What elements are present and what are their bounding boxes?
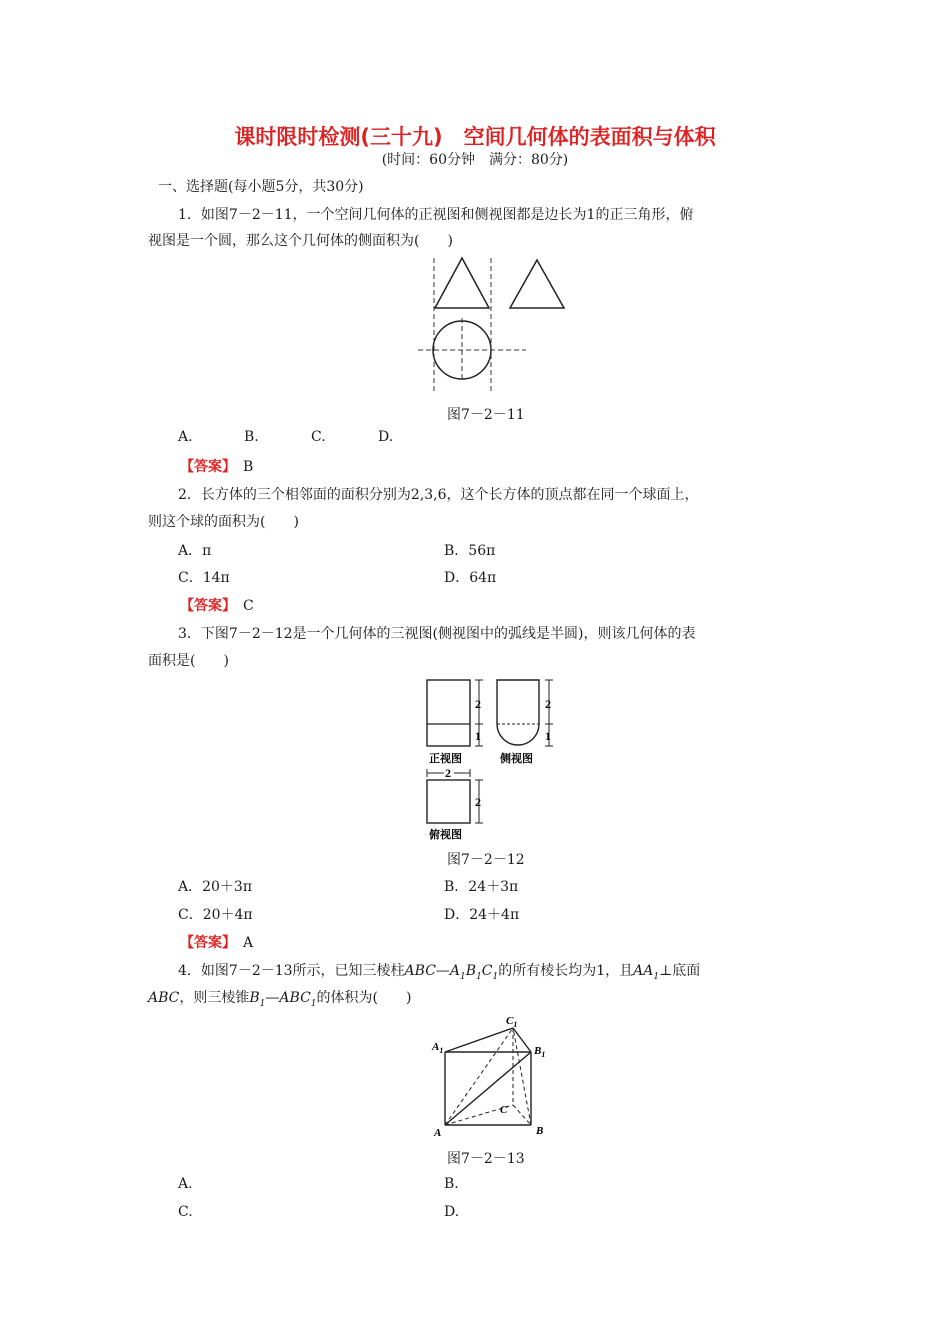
q4-figure-caption: 图7－2－13 [447,1151,525,1167]
q2-answer-value: C [243,598,254,614]
q1-option-a: A. [178,429,193,445]
q3-text-line1: 3．下图7－2－12是一个几何体的三视图(侧视图中的弧线是半圆)，则该几何体的表 [178,626,696,642]
front-view-triangle [435,258,489,308]
q4-text-line2: ABC，则三棱锥$B_1—ABC_1$的体积为( ) [148,990,412,1009]
side-dim-1: 1 [545,729,551,743]
side-view-label: 侧视图 [500,753,533,765]
q3-figure-caption: 图7－2－12 [447,852,525,868]
label-a1: $A_1$ [432,1041,444,1055]
section-heading: 一、选择题(每小题5分，共30分) [158,179,364,195]
q3-text-line2: 面积是( ) [148,653,229,669]
q4-option-c: C. [178,1204,193,1220]
top-side-dim-2: 2 [475,795,481,809]
front-view-label: 正视图 [429,753,462,765]
front-view-rect [427,680,470,746]
q1-option-d: D. [378,429,394,445]
top-dim-2: 2 [445,766,451,780]
q1-figure-caption: 图7－2－11 [447,407,525,423]
q4-option-b: B. [444,1176,459,1192]
answer-tag: 【答案】 [180,598,229,614]
front-dim-1: 1 [475,729,481,743]
q2-option-b: B．56π [444,543,496,559]
answer-tag: 【答案】 [180,459,229,475]
q1-text-line1: 1．如图7－2－11，一个空间几何体的正视图和侧视图都是边长为1的正三角形，俯 [178,207,694,223]
q2-text-line2: 则这个球的面积为( ) [148,514,299,530]
q4-text-line1: 4．如图7－2－13所示，已知三棱柱$ABC—A_1B_1C_1$的所有棱长均为1，且$AA_1\perp$底面 [178,963,701,982]
page-title: 课时限时检测(三十九) 空间几何体的表面积与体积 [234,125,716,149]
label-c1: $C_1$ [506,1015,518,1029]
q4-option-a: A. [178,1176,193,1192]
edge-a1-c1 [445,1028,513,1052]
label-b1: $B_1$ [534,1045,546,1059]
q2-answer [180,595,254,615]
answer-tag: 【答案】 [180,935,229,951]
side-view-shape [497,680,539,745]
edge-b-c1-dashed [513,1028,531,1125]
edge-a-b1 [445,1052,531,1125]
q2-option-a: A．π [178,543,212,559]
q3-option-c: C．20＋4π [178,907,253,923]
q1-text-line2: 视图是一个圆，那么这个几何体的侧面积为( ) [148,233,453,249]
q1-answer-value: B [243,459,254,475]
side-view-triangle [510,260,564,308]
side-dim-2: 2 [545,697,551,711]
q3-answer [180,932,253,952]
q3-option-d: D．24＋4π [444,907,520,923]
q3-option-a: A．20＋3π [178,879,253,895]
q1-answer [180,456,253,476]
q3-option-b: B．24＋3π [444,879,519,895]
q3-answer-value: A [243,935,254,951]
label-c: C [500,1104,508,1116]
q1-option-c: C. [311,429,326,445]
label-b: B [536,1125,544,1137]
label-a: A [434,1127,442,1139]
q4-figure [428,1010,558,1140]
page-subtitle: (时间：60分钟 满分：80分) [381,152,569,168]
q2-text-line1: 2．长方体的三个相邻面的面积分别为2,3,6，这个长方体的顶点都在同一个球面上， [178,487,699,503]
q2-option-c: C．14π [178,570,230,586]
q1-figure [410,256,570,394]
q1-option-b: B. [244,429,259,445]
front-dim-2: 2 [475,697,481,711]
top-view-label: 俯视图 [429,829,462,841]
top-view-rect [427,780,470,823]
q4-option-d: D. [444,1204,460,1220]
q3-figure [420,676,570,846]
q2-option-d: D．64π [444,570,497,586]
